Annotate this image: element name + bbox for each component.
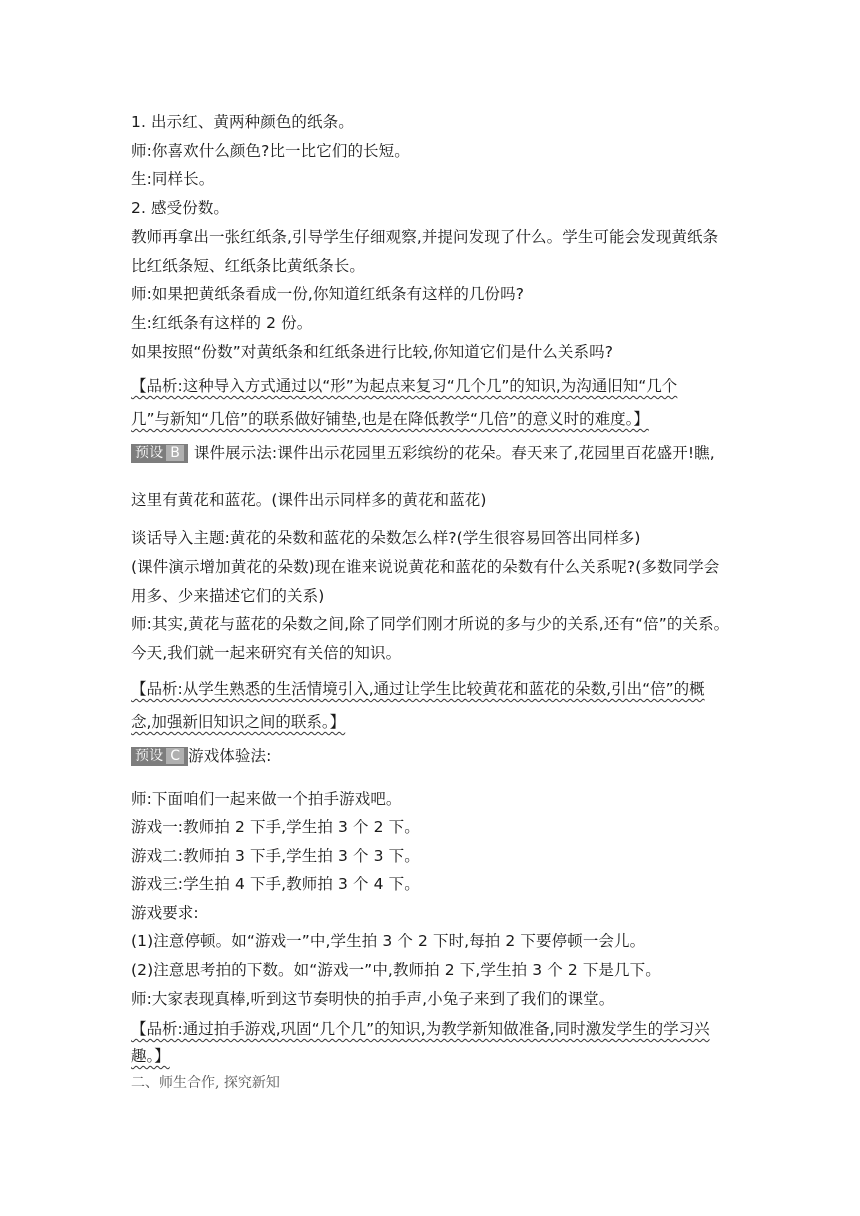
text-line: 师:你喜欢什么颜色?比一比它们的长短。 (131, 142, 410, 160)
analysis-note: 趣。】 (131, 1047, 170, 1065)
text-line: 如果按照“份数”对黄纸条和红纸条进行比较,你知道它们是什么关系吗? (131, 343, 614, 361)
text-line: 比红纸条短、红纸条比黄纸条长。 (131, 257, 366, 275)
preset-b-text: 课件展示法:课件出示花园里五彩缤纷的花朵。春天来了,花园里百花盛开!瞧, (193, 444, 715, 462)
preset-b-line (131, 443, 731, 463)
text-line: (1)注意停顿。如“游戏一”中,学生拍 3 个 2 下时,每拍 2 下要停顿一会儿。 (131, 932, 646, 950)
analysis-note: 【品析:通过拍手游戏,巩固“几个几”的知识,为教学新知做准备,同时激发学生的学习兴 (131, 1020, 710, 1038)
text-line: 1. 出示红、黄两种颜色的纸条。 (131, 113, 354, 131)
text-line: 用多、少来描述它们的关系) (131, 587, 325, 605)
text-line: 生:同样长。 (131, 170, 215, 188)
analysis-note: 【品析:从学生熟悉的生活情境引入,通过让学生比较黄花和蓝花的朵数,引出“倍”的概 (131, 680, 705, 698)
text-line: 这里有黄花和蓝花。(课件出示同样多的黄花和蓝花) (131, 491, 487, 509)
section-heading: 二、师生合作, 探究新知 (131, 1075, 280, 1091)
text-line: 2. 感受份数。 (131, 199, 230, 217)
text-line: 师:如果把黄纸条看成一份,你知道红纸条有这样的几份吗? (131, 285, 525, 303)
analysis-note: 几”与新知“几倍”的联系做好铺垫,也是在降低教学“几倍”的意义时的难度。】 (131, 410, 649, 428)
text-line: (课件演示增加黄花的朵数)现在谁来说说黄花和蓝花的朵数有什么关系呢?(多数同学会 (131, 558, 720, 576)
preset-c-line (131, 746, 731, 766)
text-line: 师:大家表现真棒,听到这节奏明快的拍手声,小兔子来到了我们的课堂。 (131, 990, 615, 1008)
preset-c-text: 游戏体验法: (188, 747, 272, 765)
text-line: 师:其实,黄花与蓝花的朵数之间,除了同学们刚才所说的多与少的关系,还有“倍”的关系。 (131, 615, 730, 633)
text-line: 教师再拿出一张红纸条,引导学生仔细观察,并提问发现了什么。学生可能会发现黄纸条 (131, 228, 719, 246)
text-line: 今天,我们就一起来研究有关倍的知识。 (131, 644, 402, 662)
analysis-note: 【品析:这种导入方式通过以“形”为起点来复习“几个几”的知识,为沟通旧知“几个 (131, 377, 678, 395)
text-line: 游戏要求: (131, 904, 199, 922)
text-line: 生:红纸条有这样的 2 份。 (131, 314, 313, 332)
text-line: (2)注意思考拍的下数。如“游戏一”中,教师拍 2 下,学生拍 3 个 2 下是几下。 (131, 961, 661, 979)
analysis-note: 念,加强新旧知识之间的联系。】 (131, 713, 346, 731)
text-line: 游戏三:学生拍 4 下手,教师拍 3 个 4 下。 (131, 875, 420, 893)
text-line: 师:下面咱们一起来做一个拍手游戏吧。 (131, 790, 402, 808)
text-line: 游戏一:教师拍 2 下手,学生拍 3 个 2 下。 (131, 818, 420, 836)
text-line: 游戏二:教师拍 3 下手,学生拍 3 个 3 下。 (131, 847, 420, 865)
text-line: 谈话导入主题:黄花的朵数和蓝花的朵数怎么样?(学生很容易回答出同样多) (131, 529, 641, 547)
preset-c-badge: 预设 C (131, 747, 188, 766)
preset-b-badge: 预设 B (131, 444, 188, 463)
